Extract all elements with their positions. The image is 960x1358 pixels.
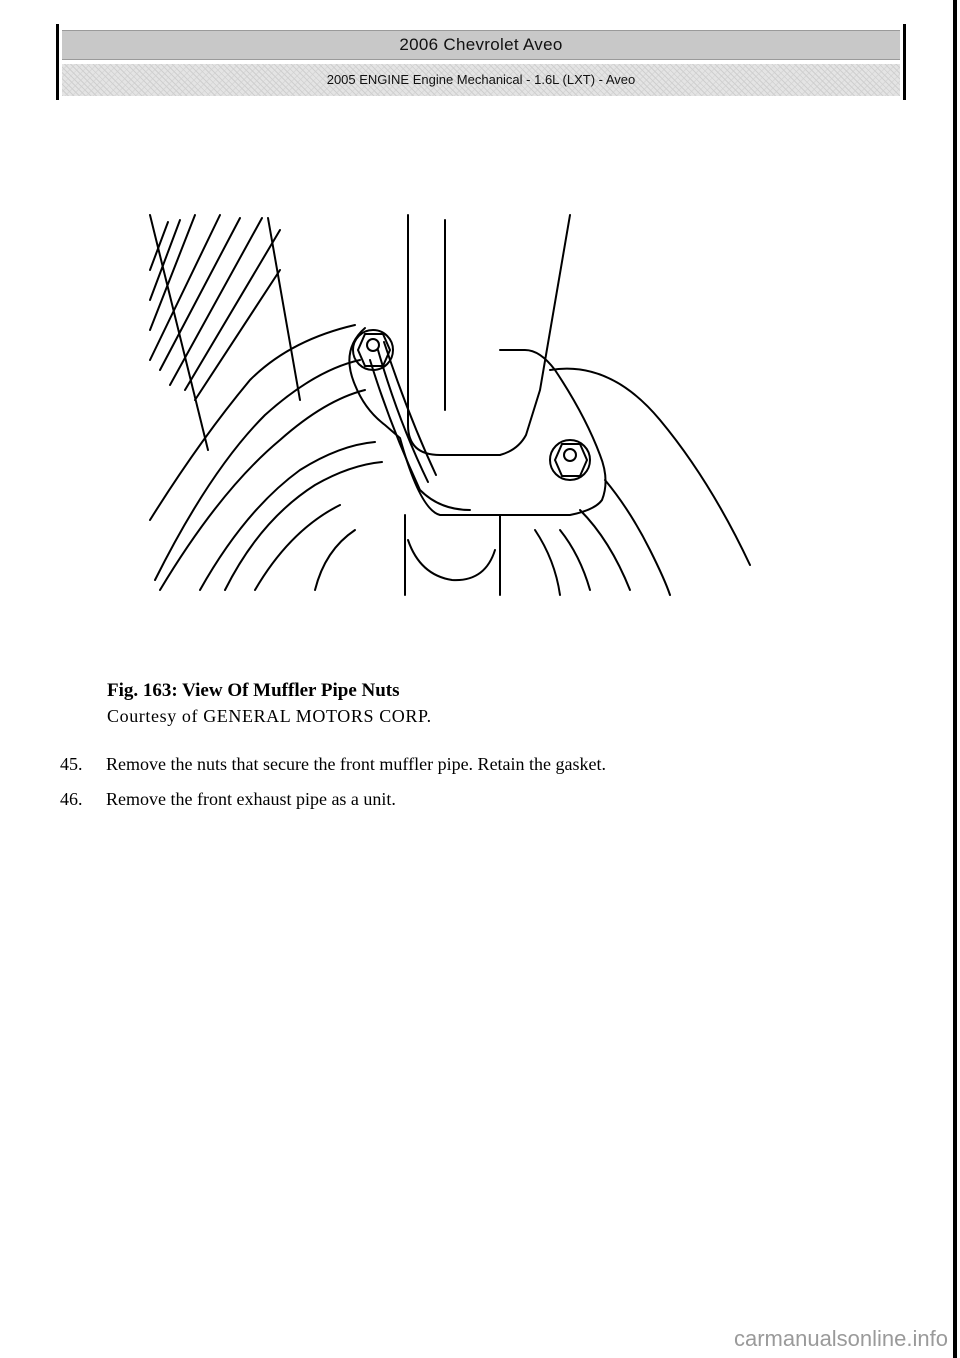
header-left-rule	[56, 24, 59, 100]
flange-gasket-line	[370, 360, 470, 510]
step-text: Remove the nuts that secure the front muffler pipe. Retain the gasket.	[106, 754, 607, 774]
right-curve-3	[580, 510, 630, 590]
right-curve-5	[535, 530, 560, 595]
step-number: 45.	[60, 754, 83, 774]
left-curve-7	[315, 530, 355, 590]
left-curve-4	[200, 442, 375, 590]
procedure-step	[60, 787, 606, 822]
exhaust-pipe-outline	[408, 215, 570, 455]
left-curve-2	[155, 360, 360, 580]
header-right-rule	[903, 24, 906, 100]
document-subtitle: 2005 ENGINE Engine Mechanical - 1.6L (LXT) - Aveo	[62, 64, 900, 96]
flange-gasket-line-2	[378, 350, 428, 482]
left-curve-5	[225, 462, 382, 590]
left-curve-3	[160, 390, 365, 590]
page-right-border	[953, 0, 957, 1358]
left-strut-hatching	[150, 215, 280, 400]
procedure-steps	[60, 752, 606, 822]
left-curve-1	[150, 325, 355, 520]
left-curve-6	[255, 505, 340, 590]
right-curve-2	[605, 480, 670, 595]
lower-pipe-curve	[408, 540, 495, 580]
flange-gasket-line-3	[384, 342, 436, 475]
watermark: carmanualsonline.info	[733, 1326, 948, 1351]
right-curve-4	[560, 530, 590, 590]
procedure-step	[60, 752, 606, 787]
figure-caption	[107, 679, 432, 729]
lower-nut	[550, 440, 590, 480]
right-curve-1	[550, 369, 750, 565]
document-title: 2006 Chevrolet Aveo	[62, 30, 900, 60]
step-text: Remove the front exhaust pipe as a unit.	[106, 789, 396, 809]
figure-caption-credit: Courtesy of GENERAL MOTORS CORP.	[107, 706, 432, 726]
muffler-pipe-illustration	[140, 210, 760, 600]
strut-edge-right	[268, 218, 300, 400]
step-number: 46.	[60, 789, 83, 809]
figure-caption-title: Fig. 163: View Of Muffler Pipe Nuts	[107, 680, 400, 701]
document-header	[62, 30, 900, 96]
